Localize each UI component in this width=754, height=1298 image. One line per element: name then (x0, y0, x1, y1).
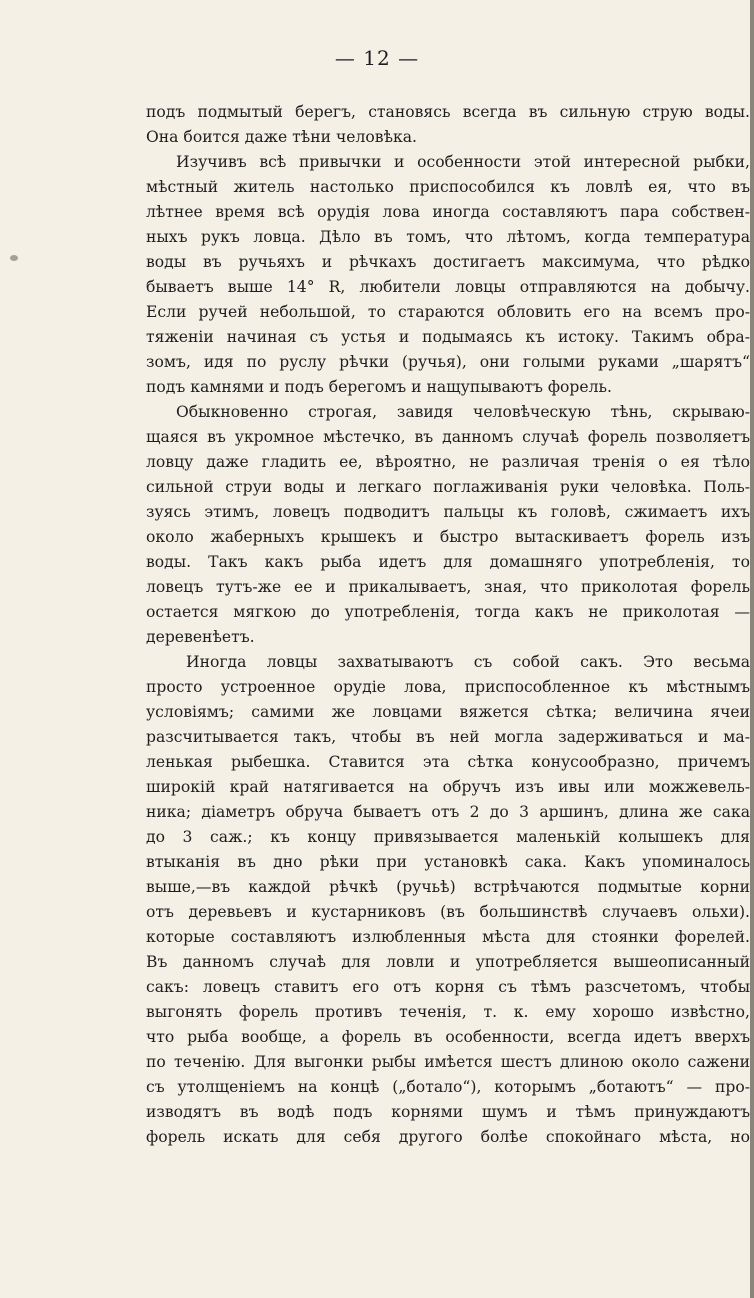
text-line: Обыкновенно строгая, завидя человѣческую тѣнь, скрываю- (176, 403, 750, 421)
text-line: сильной струи воды и легкаго поглаживанія руки человѣка. Поль- (146, 478, 750, 496)
text-line: зуясь этимъ, ловецъ подводитъ пальцы къ головѣ, сжимаетъ ихъ (146, 503, 750, 521)
text-line: просто устроенное орудіе лова, приспособленное къ мѣстнымъ (146, 678, 750, 696)
text-line: что рыба вообще, а форель въ особенности, всегда идетъ вверхъ (146, 1028, 750, 1046)
text-line: деревенѣетъ. (146, 628, 255, 646)
text-line: широкій край натягивается на обручъ изъ ивы или можжевель- (146, 778, 750, 796)
text-line: форель искать для себя другого болѣе спокойнаго мѣста, но (146, 1128, 750, 1146)
text-line: сакъ: ловецъ ставитъ его отъ корня съ тѣмъ разсчетомъ, чтобы (146, 978, 750, 996)
text-line: мѣстный житель настолько приспособился къ ловлѣ ея, что въ (146, 178, 750, 196)
text-line: съ утолщеніемъ на концѣ („ботало“), которымъ „ботаютъ“ — про- (146, 1078, 750, 1096)
text-line: выше,—въ каждой рѣчкѣ (ручьѣ) встрѣчаются подмытые корни (146, 878, 750, 896)
text-line: ника; діаметръ обруча бываетъ отъ 2 до 3 аршинъ, длина же сака (146, 803, 750, 821)
paragraph (146, 650, 750, 1150)
text-line: зомъ, идя по руслу рѣчки (ручья), они голыми руками „шарятъ“ (146, 353, 750, 371)
paragraph (146, 100, 750, 150)
text-line: Если ручей небольшой, то стараются обловить его на всемъ про- (146, 303, 750, 321)
text-line: ленькая рыбешка. Ставится эта сѣтка конусообразно, причемъ (146, 753, 750, 771)
text-line: втыканія въ дно рѣки при установкѣ сака. Какъ упоминалось (146, 853, 750, 871)
text-line: воды. Такъ какъ рыба идетъ для домашняго употребленія, то (146, 553, 750, 571)
text-line: ныхъ рукъ ловца. Дѣло въ томъ, что лѣтомъ, когда температура (146, 228, 750, 246)
text-line: отъ деревьевъ и кустарниковъ (въ большинствѣ случаевъ ольхи). (146, 903, 750, 921)
text-line: лѣтнее время всѣ орудія лова иногда составляютъ пара собствен- (146, 203, 750, 221)
text-line: выгонять форель противъ теченія, т. к. ему хорошо извѣстно, (146, 1003, 750, 1021)
paragraph (146, 400, 750, 650)
text-line: подъ камнями и подъ берегомъ и нащупываютъ форель. (146, 378, 612, 396)
text-line: изводятъ въ водѣ подъ корнями шумъ и тѣмъ принуждаютъ (146, 1103, 750, 1121)
text-line: Она боится даже тѣни человѣка. (146, 128, 417, 146)
text-line: воды въ ручьяхъ и рѣчкахъ достигаетъ максимума, что рѣдко (146, 253, 750, 271)
text-line: Въ данномъ случаѣ для ловли и употребляется вышеописанный (146, 953, 750, 971)
text-line: по теченію. Для выгонки рыбы имѣется шестъ длиною около сажени (146, 1053, 750, 1071)
text-line: до 3 саж.; къ концу привязывается маленькій колышекъ для (146, 828, 750, 846)
text-line: остается мягкою до употребленія, тогда какъ не приколотая — (146, 603, 750, 621)
paragraph (146, 150, 750, 400)
text-line: которые составляютъ излюбленныя мѣста для стоянки форелей. (146, 928, 750, 946)
page-edge (750, 0, 754, 1298)
page-number: — 12 — (334, 46, 420, 70)
text-line: подъ подмытый берегъ, становясь всегда въ сильную струю воды. (146, 103, 750, 121)
body-text (146, 100, 750, 1150)
text-line: бываетъ выше 14° R, любители ловцы отправляются на добычу. (146, 278, 750, 296)
text-line: щаяся въ укромное мѣстечко, въ данномъ случаѣ форель позволяетъ (146, 428, 750, 446)
text-line: около жаберныхъ крышекъ и быстро вытаскиваетъ форель изъ (146, 528, 750, 546)
text-line: ловецъ тутъ-же ее и прикалываетъ, зная, что приколотая форель (146, 578, 750, 596)
text-line: тяженіи начиная съ устья и подымаясь къ истоку. Такимъ обра- (146, 328, 750, 346)
ink-blot (10, 255, 18, 261)
text-line: Иногда ловцы захватываютъ съ собой сакъ. Это весьма (186, 653, 750, 671)
text-line: ловцу даже гладить ее, вѣроятно, не различая тренія о ея тѣло (146, 453, 750, 471)
text-line: условіямъ; самими же ловцами вяжется сѣтка; величина ячеи (146, 703, 750, 721)
text-line: разсчитывается такъ, чтобы въ ней могла задерживаться и ма- (146, 728, 750, 746)
text-line: Изучивъ всѣ привычки и особенности этой интересной рыбки, (176, 153, 750, 171)
